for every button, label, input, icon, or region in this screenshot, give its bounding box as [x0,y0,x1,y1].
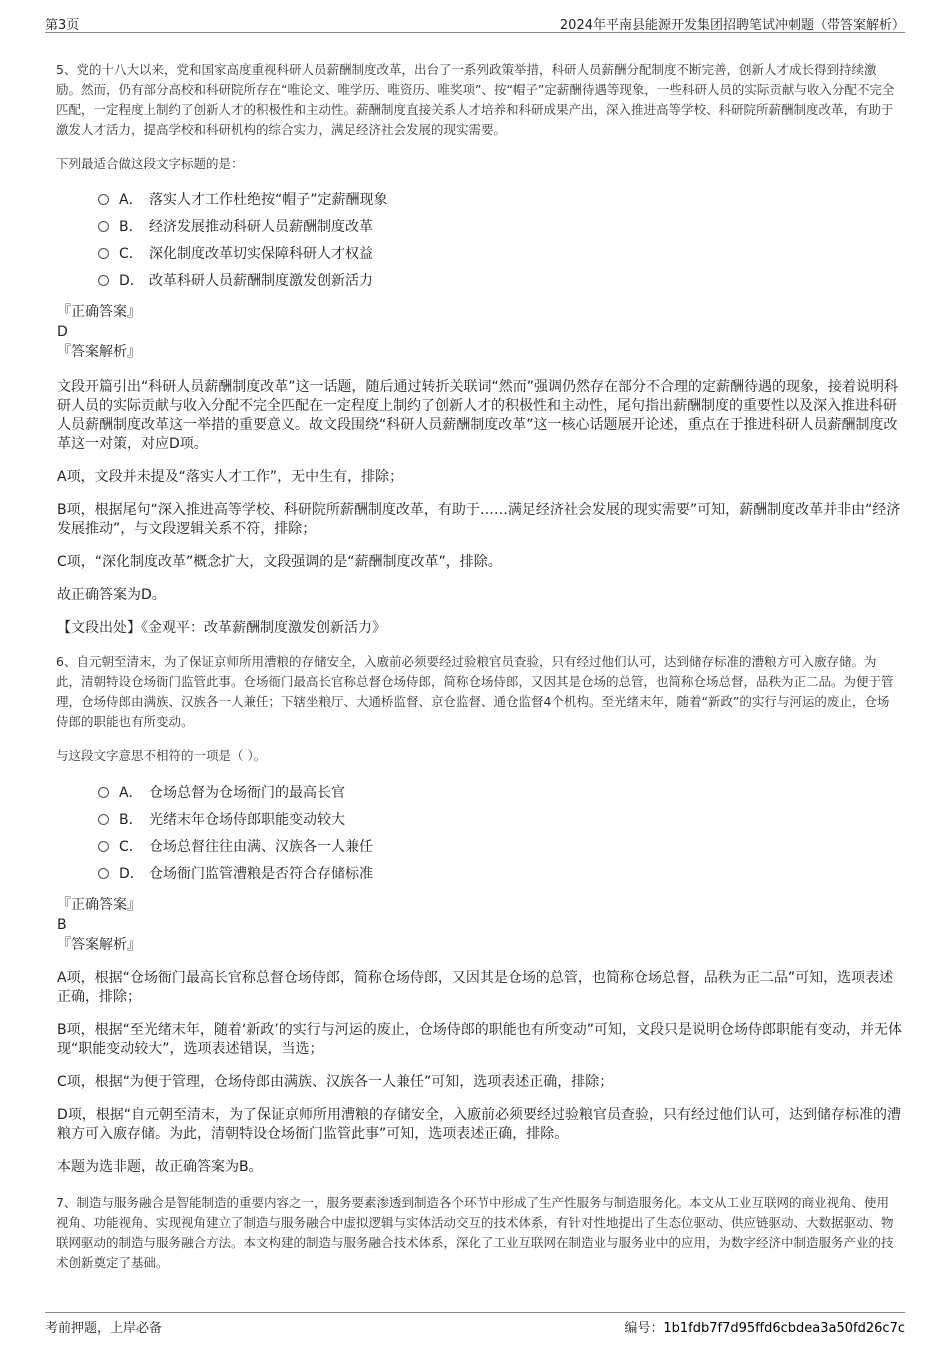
radio-icon[interactable] [98,275,109,286]
radio-icon[interactable] [98,868,109,879]
analysis-paragraph: 故正确答案为D。 [57,587,166,603]
question-7-text: 7、制造与服务融合是智能制造的重要内容之一，服务要素渗透到制造各个环节中形成了生产性服务与制造服务化。本文从工业互联网的商业视角、使用视角、功能视角、实现视角建立了制造与服务融合中虚拟逻辑与实体活动交互的技术体系，有针对性地提出了生态位驱动、供应链驱动、大数据驱动、物联网驱动的制造与服务融合方法。本文构建的制造与服务融合技术体系，深化了工业互联网在制造业与服务业中的应用，为数字经济中制造服务产业的技术创新奠定了基础。 [56,1195,894,1270]
radio-icon[interactable] [98,221,109,232]
analysis-paragraph: A项，根据“仓场衙门最高长官称总督仓场侍郎，简称仓场侍郎，又因其是仓场的总管，也简称仓场总督，品秩为正二品”可知，选项表述正确，排除； [57,970,894,1005]
radio-icon[interactable] [98,194,109,205]
question-5-prompt-wrap [56,154,901,172]
analysis-paragraph: B项，根据尾句“深入推进高等学校、科研院所薪酬制度改革，有助于……满足经济社会发展的现实需要”可知，薪酬制度改革并非由“经济发展推动”，与文段逻辑关系不符，排除； [57,502,901,537]
analysis-paragraph: C项，“深化制度改革”概念扩大，文段强调的是“薪酬制度改革”，排除。 [57,554,502,570]
option-d[interactable]: D． 仓场衙门监管漕粮是否符合存储标准 [98,863,373,890]
question-6-answer [57,895,902,955]
question-6-prompt: 与这段文字意思不相符的一项是（ ）。 [56,748,267,763]
page-header [45,12,905,33]
question-5-options [98,189,388,297]
answer-label: 『正确答案』 [57,897,141,913]
answer-value: B [57,917,67,933]
question-6-prompt-wrap [56,746,901,764]
analysis-label: 『答案解析』 [57,344,141,360]
analysis-source: 【文段出处】《金观平：改革薪酬制度激发创新活力》 [57,620,386,636]
page-footer [45,1312,905,1335]
code-label: 编号： [624,1321,664,1336]
code-value: 1b1fdb7f7d95ffd6cbdea3a50fd26c7c [663,1321,905,1336]
document-title: 2024年平南县能源开发集团招聘笔试冲刺题（带答案解析） [559,18,905,33]
analysis-paragraph: 本题为选非题，故正确答案为B。 [57,1159,263,1175]
question-5-analysis [57,378,902,638]
question-6-options [98,782,373,890]
question-5-text: 5、党的十八大以来，党和国家高度重视科研人员薪酬制度改革，出台了一系列政策举措，科研人员薪酬分配制度不断完善，创新人才成长得到持续激励。然而，仍有部分高校和科研院所存在“唯论文、唯学历、唯资历、唯奖项”、按“帽子”定薪酬待遇等现象，一些科研人员的实际贡献与收入分配不完全匹配，一定程度上制约了创新人才的积极性和主动性。薪酬制度直接关系人才培养和科研成果产出，深入推进高等学校、科研院所薪酬制度改革，有助于激发人才活力，提高学校和科研机构的综合实力，满足经济社会发展的现实需要。 [56,62,895,137]
question-5-answer [57,302,902,362]
option-b[interactable]: B． 经济发展推动科研人员薪酬制度改革 [98,216,388,243]
document-code [624,1317,905,1336]
question-7 [56,1193,901,1273]
footer-slogan: 考前押题，上岸必备 [45,1321,163,1336]
question-5-prompt: 下列最适合做这段文字标题的是： [56,156,244,171]
analysis-paragraph: 文段开篇引出“科研人员薪酬制度改革”这一话题，随后通过转折关联词“然而”强调仍然存在部分不合理的定薪酬待遇的现象，接着说明科研人员的实际贡献与收入分配不完全匹配在一定程度上制约了创新人才的积极性和主动性，尾句指出薪酬制度的重要性以及深入推进科研人员薪酬制度改革这一举措的重要意义。故文段围绕“科研人员薪酬制度改革”这一核心话题展开论述，重点在于推进科研人员薪酬制度改革这一对策，对应D项。 [57,379,899,452]
analysis-paragraph: D项，根据“自元朝至清末，为了保证京师所用漕粮的存储安全，入廒前必须要经过验粮官员查验，只有经过他们认可，达到储存标准的漕粮方可入廒存储。为此，清朝特设仓场衙门监管此事”可知，选项表述正确，排除。 [57,1107,902,1142]
question-6-analysis [57,969,902,1177]
radio-icon[interactable] [98,248,109,259]
question-5 [56,60,901,140]
analysis-paragraph: B项，根据“至光绪末年，随着‘新政’的实行与河运的废止，仓场侍郎的职能也有所变动”可知，文段只是说明仓场侍郎职能有变动，并无体现“职能变动较大”，选项表述错误，当选； [57,1022,903,1057]
radio-icon[interactable] [98,787,109,798]
answer-label: 『正确答案』 [57,304,141,320]
analysis-paragraph: A项，文段并未提及“落实人才工作”，无中生有，排除； [57,469,404,485]
radio-icon[interactable] [98,814,109,825]
question-6 [56,652,901,732]
question-6-text: 6、自元朝至清末，为了保证京师所用漕粮的存储安全，入廒前必须要经过验粮官员查验，只有经过他们认可，达到储存标准的漕粮方可入廒存储。为此，清朝特设仓场衙门监管此事。仓场衙门最高长官称总督仓场侍郎，简称仓场侍郎，又因其是仓场的总管，也简称仓场总督，品秩为正二品。为便于管理，仓场侍郎由满族、汉族各一人兼任；下辖坐粮厅、大通桥监督、京仓监督、通仓监督4个机构。至光绪末年，随着“新政”的实行与河运的废止，仓场侍郎的职能也有所变动。 [56,654,894,729]
option-c[interactable]: C． 仓场总督往往由满、汉族各一人兼任 [98,836,373,863]
option-b[interactable]: B． 光绪末年仓场侍郎职能变动较大 [98,809,373,836]
radio-icon[interactable] [98,841,109,852]
answer-value: D [57,324,68,340]
option-a[interactable]: A． 仓场总督为仓场衙门的最高长官 [98,782,373,809]
option-a[interactable]: A． 落实人才工作杜绝按“帽子”定薪酬现象 [98,189,388,216]
analysis-label: 『答案解析』 [57,937,141,953]
option-d[interactable]: D． 改革科研人员薪酬制度激发创新活力 [98,270,388,297]
option-c[interactable]: C． 深化制度改革切实保障科研人才权益 [98,243,388,270]
page-number: 第3页 [45,18,80,33]
analysis-paragraph: C项，根据“为便于管理，仓场侍郎由满族、汉族各一人兼任”可知，选项表述正确，排除； [57,1074,614,1090]
